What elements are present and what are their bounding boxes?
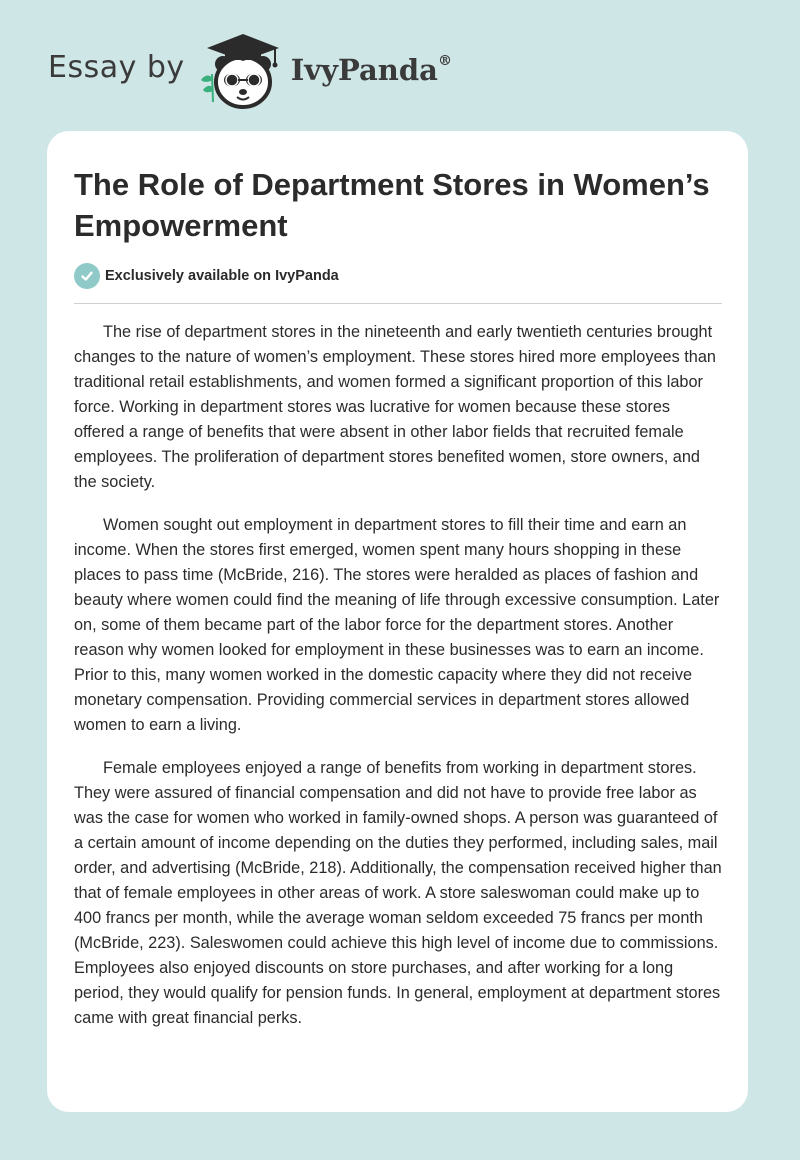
essay-by-label: Essay by xyxy=(48,49,185,85)
essay-card xyxy=(47,131,748,1112)
registered-mark: ® xyxy=(437,53,452,70)
check-glyph xyxy=(80,269,94,283)
essay-title: The Role of Department Stores in Women’s Empowerment xyxy=(74,167,710,243)
paragraph: Female employees enjoyed a range of benefits from working in department stores. They were assured of financial compensation and did not have to provide free labor as was the case for women who worked in family-owned shops. A person was guaranteed of a certain amount of income depending on the duties they performed, including sales, mail order, and advertising (McBride, 218). Additionally, the compensation received higher than that of female employees in other areas of work. A store saleswoman could make up to 400 francs per month, while the average woman seldom exceeded 75 francs per month (McBride, 223). Saleswomen could achieve this high level of income due to commissions. Employees also enjoyed discounts on store purchases, and after working for a long period, they would qualify for pension funds. In general, employment at department stores came with great financial perks. xyxy=(74,759,722,1027)
essay-body xyxy=(74,320,724,1049)
brand-name[interactable] xyxy=(291,53,452,87)
paragraph: Women sought out employment in department stores to fill their time and earn an income. When the stores first emerged, women spent many hours shopping in these places to pass time (McBride, 216). The stores were heralded as places of fashion and beauty where women could find the meaning of life through excessive consumption. Later on, some of them became part of the labor force for the department stores. Another reason why women looked for employment in these businesses was to earn an income. Prior to this, many women worked in the domestic capacity where they did not receive monetary compensation. Providing commercial services in department stores allowed women to earn a living. xyxy=(74,516,720,734)
paragraph: The rise of department stores in the nineteenth and early twentieth centuries brought changes to the nature of women’s employment. These stores hired more employees than traditional retail establishments, and women formed a significant proportion of this labor force. Working in department stores was lucrative for women because these stores offered a range of benefits that were absent in other labor fields that recruited female employees. The proliferation of department stores benefited women, store owners, and the society. xyxy=(74,323,716,491)
brand-text: IvyPanda xyxy=(290,53,438,87)
site-header xyxy=(48,28,452,112)
panda-logo-graphic xyxy=(195,28,287,112)
exclusive-label: Exclusively available on IvyPanda xyxy=(105,268,339,284)
check-icon xyxy=(74,263,100,289)
panda-graduate-logo-icon[interactable] xyxy=(195,28,287,112)
divider xyxy=(74,303,722,304)
exclusive-badge xyxy=(74,263,339,289)
